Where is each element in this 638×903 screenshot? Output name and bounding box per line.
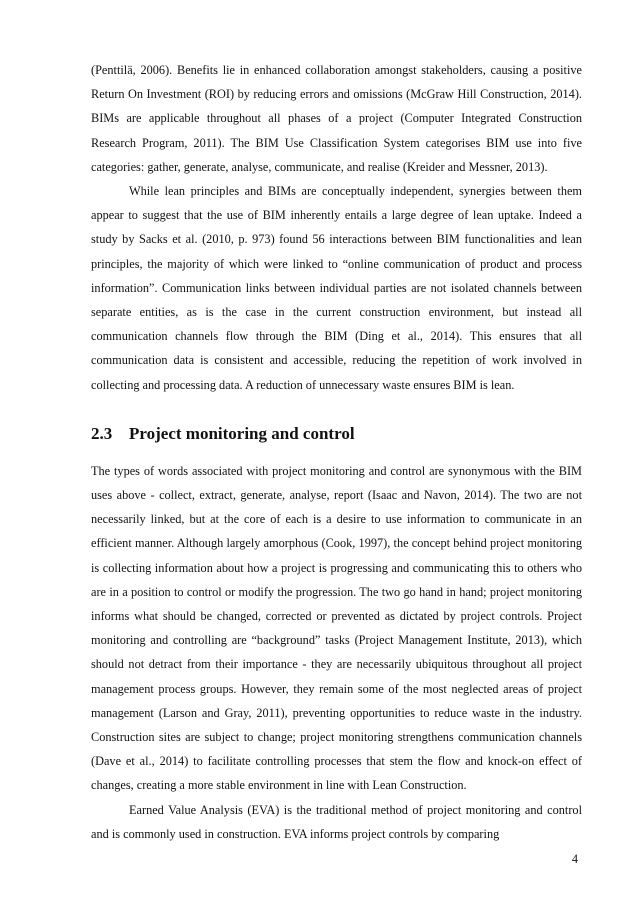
section-number: 2.3 xyxy=(91,423,113,443)
paragraph-3: The types of words associated with project monitoring and control are synonymous with the BIM uses above - collect, extract, generate, analyse, report (Isaac and Navon, 2014). The two are not necessarily linked, but at the core of each is a desire to use information to communicate in an efficient manner. Although largely amorphous (Cook, 1997), the concept behind project monitoring is collecting information about how a project is progressing and communicating this to others who are in a position to control or modify the progression. The two go hand in hand; project monitoring informs what should be changed, corrected or prevented as dictated by project controls. Project monitoring and controlling are “background” tasks (Project Management Institute, 2013), which should not detract from their importance - they are necessarily ubiquitous throughout all project management process groups. However, they remain some of the most neglected areas of project management (Larson and Gray, 2011), preventing opportunities to reduce waste in the industry. Construction sites are subject to change; project monitoring strengthens communication channels (Dave et al., 2014) to facilitate controlling processes that stem the flow and knock-on effect of changes, creating a more stable environment in line with Lean Construction. xyxy=(91,463,582,793)
paragraph-2: While lean principles and BIMs are conceptually independent, synergies between them appear to suggest that the use of BIM inherently entails a large degree of lean uptake. Indeed a study by Sacks et al. (2010, p. 973) found 56 interactions between BIM functionalities and lean principles, the majority of which were linked to “online communication of product and process information”. Communication links between individual parties are not isolated channels between separate entities, as is the case in the current construction environment, but instead all communication channels flow through the BIM (Ding et al., 2014). This ensures that all communication data is consistent and accessible, reducing the repetition of work involved in collecting and processing data. A reduction of unnecessary waste ensures BIM is lean. xyxy=(91,184,582,392)
paragraph-4: Earned Value Analysis (EVA) is the traditional method of project monitoring and control and is commonly used in construction. EVA informs project controls by comparing xyxy=(91,802,582,841)
page-number: 4 xyxy=(571,852,578,866)
section-heading xyxy=(91,422,582,446)
page-body xyxy=(91,58,582,846)
paragraph-1: (Penttilä, 2006). Benefits lie in enhanced collaboration amongst stakeholders, causing a positive Return On Investment (ROI) by reducing errors and omissions (McGraw Hill Construction, 2014). BIMs are applicable throughout all phases of a project (Computer Integrated Construction Research Program, 2011). The BIM Use Classification System categorises BIM use into five categories: gather, generate, analyse, communicate, and realise (Kreider and Messner, 2013). xyxy=(91,63,582,174)
section-title: Project monitoring and control xyxy=(129,423,355,443)
